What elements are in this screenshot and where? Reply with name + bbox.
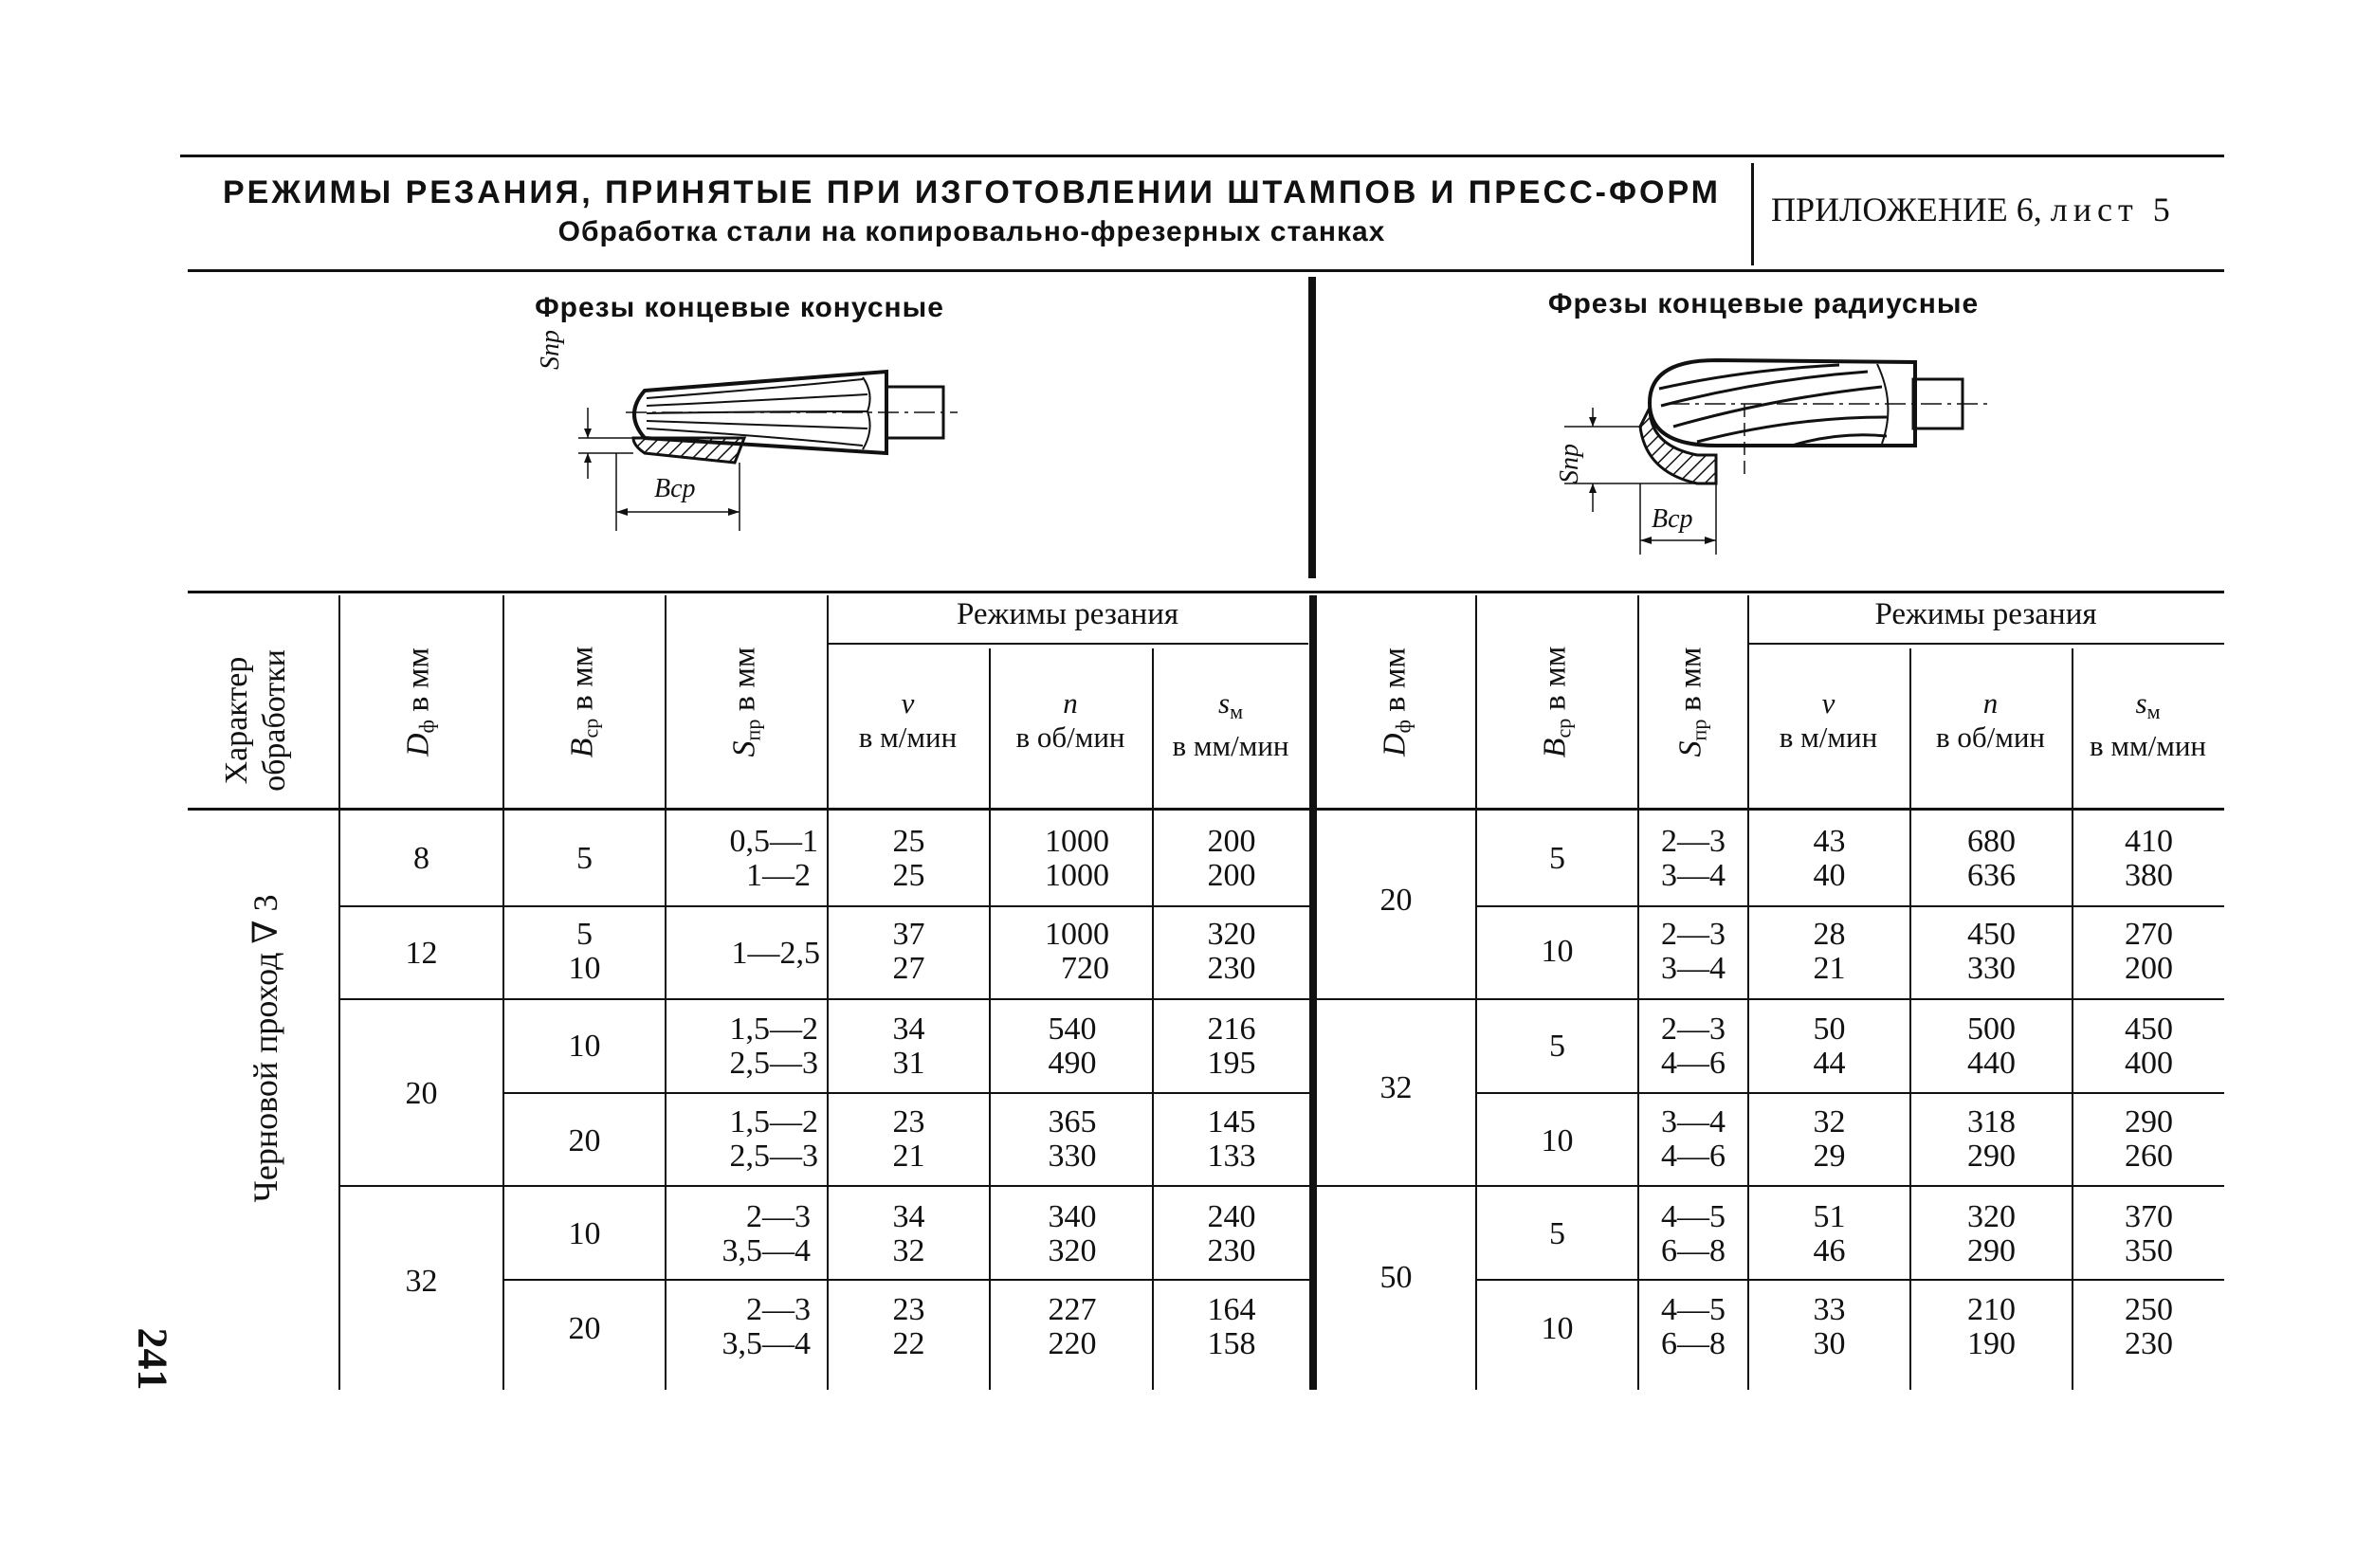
- right-v: 46: [1813, 1233, 1846, 1268]
- left-v: 37: [892, 917, 925, 952]
- right-sm: 260: [2125, 1139, 2173, 1174]
- page-number: 241: [129, 1327, 176, 1391]
- left-n: 720: [1061, 951, 1109, 986]
- table-top-rule: [188, 591, 2224, 593]
- hdr-n-unit: в об/мин: [1935, 720, 2046, 754]
- hdr-b-unit: в мм: [1537, 646, 1573, 711]
- left-s: 1,5—2: [729, 1012, 818, 1047]
- left-d-8: 8: [413, 841, 429, 876]
- row-rule: [338, 1185, 1309, 1187]
- right-b: 5: [1549, 1216, 1565, 1251]
- row-rule: [1477, 1279, 2224, 1281]
- hdr-d-sub: ф: [1391, 720, 1415, 734]
- header-character-line2: обработки: [257, 649, 292, 792]
- left-sm: 200: [1207, 858, 1256, 893]
- left-figure-title: Фрезы концевые конусные: [535, 292, 944, 323]
- left-sm: 158: [1207, 1326, 1256, 1361]
- hdr-s-unit: в мм: [726, 647, 762, 712]
- figure-separator: [1308, 277, 1316, 578]
- hdr-sm-sym: s: [2135, 686, 2147, 720]
- right-sm: 270: [2125, 917, 2173, 952]
- right-n: 318: [1967, 1104, 2016, 1140]
- right-n: 290: [1967, 1233, 2016, 1268]
- right-sm: 230: [2125, 1326, 2173, 1361]
- right-s: 4—6: [1661, 1046, 1726, 1081]
- left-s: 3,5—4: [721, 1233, 811, 1268]
- header-d-left: [401, 614, 440, 791]
- right-s: 4—5: [1661, 1292, 1726, 1327]
- row-rule: [1317, 1185, 2224, 1187]
- right-v: 51: [1813, 1199, 1846, 1234]
- hdr-b-sub: ср: [578, 718, 603, 738]
- header-s-right: [1673, 614, 1712, 791]
- modes-rule-right: [1747, 643, 2224, 645]
- left-s: 2,5—3: [729, 1046, 818, 1081]
- header-d-right: [1378, 614, 1416, 791]
- left-s: 0,5—1: [729, 824, 818, 859]
- modes-rule-left: [827, 643, 1308, 645]
- right-sm: 410: [2125, 824, 2173, 859]
- hdr-v-unit: в м/мин: [858, 720, 958, 754]
- right-s: 6—8: [1661, 1233, 1726, 1268]
- left-b: 20: [568, 1311, 601, 1346]
- header-sm-left: [1152, 686, 1309, 763]
- left-n: 1000: [1045, 917, 1109, 952]
- left-v: 27: [892, 951, 925, 986]
- hdr-n-sym: n: [1982, 686, 1999, 720]
- right-n: 330: [1967, 951, 2016, 986]
- hdr-sm-sub: м: [1230, 700, 1243, 723]
- right-sm: 200: [2125, 951, 2173, 986]
- hdr-n-sym: n: [1063, 686, 1078, 720]
- hdr-s-sub: пр: [740, 719, 765, 741]
- header-s-left: [727, 614, 766, 791]
- left-s: 2—3: [746, 1292, 811, 1327]
- appendix-label: [1771, 190, 2176, 229]
- left-n: 320: [1048, 1233, 1097, 1268]
- left-sm: 133: [1207, 1139, 1256, 1174]
- hdr-sm-sub: м: [2146, 700, 2161, 723]
- header-sm-right: [2072, 686, 2224, 763]
- s-label-left: Sпр: [536, 330, 565, 370]
- hdr-b-sym: B: [564, 738, 600, 758]
- left-v: 25: [892, 858, 925, 893]
- left-sm: 145: [1207, 1104, 1256, 1140]
- hdr-b-unit: в мм: [564, 646, 600, 711]
- right-v: 43: [1813, 824, 1846, 859]
- hdr-sm-sym: s: [1218, 686, 1231, 720]
- header-b-left: [565, 614, 604, 791]
- hdr-b-sym: B: [1537, 738, 1573, 758]
- appendix-text: ПРИЛОЖЕНИЕ 6,: [1771, 191, 2042, 228]
- header-v-left: [827, 686, 989, 755]
- left-d-12: 12: [405, 936, 438, 971]
- left-s: 1—2: [746, 858, 811, 893]
- hdr-sm-unit: в мм/мин: [1172, 729, 1289, 762]
- left-v: 34: [892, 1199, 925, 1234]
- right-v: 21: [1813, 951, 1846, 986]
- process-label: Черновой проход ∇ 3: [247, 894, 284, 1203]
- right-v: 29: [1813, 1139, 1846, 1174]
- left-s: 2,5—3: [729, 1139, 818, 1174]
- left-d-32: 32: [405, 1264, 438, 1299]
- hdr-d-sub: ф: [414, 720, 439, 734]
- col-line: [502, 595, 504, 1390]
- hdr-sm-unit: в мм/мин: [2089, 729, 2207, 762]
- right-n: 440: [1967, 1046, 2016, 1081]
- hdr-d-sym: D: [1377, 733, 1413, 757]
- right-s: 3—4: [1661, 1104, 1726, 1140]
- header-bottom-rule: [188, 269, 2224, 272]
- right-n: 210: [1967, 1292, 2016, 1327]
- hdr-v-sym: v: [1821, 686, 1835, 720]
- conical-end-mill-figure: [531, 351, 977, 559]
- left-n: 540: [1048, 1012, 1097, 1047]
- right-s: 2—3: [1661, 1012, 1726, 1047]
- right-s: 3—4: [1661, 858, 1726, 893]
- top-rule: [180, 155, 2224, 157]
- header-n-right: [1909, 686, 2072, 755]
- left-v: 34: [892, 1012, 925, 1047]
- right-n: 680: [1967, 824, 2016, 859]
- left-v: 32: [892, 1233, 925, 1268]
- col-line: [665, 595, 667, 1390]
- left-n: 1000: [1045, 824, 1109, 859]
- row-rule: [502, 1092, 1309, 1094]
- right-n: 500: [1967, 1012, 2016, 1047]
- appendix-sheet: лист 5: [2050, 191, 2176, 228]
- right-s: 3—4: [1661, 951, 1726, 986]
- left-v: 22: [892, 1326, 925, 1361]
- hdr-d-unit: в мм: [400, 647, 436, 712]
- right-sm: 380: [2125, 858, 2173, 893]
- header-n-left: [989, 686, 1152, 755]
- right-n: 290: [1967, 1139, 2016, 1174]
- row-rule: [338, 998, 1309, 1000]
- page-subtitle: Обработка стали на копировально-фрезерных станках: [557, 216, 1386, 247]
- left-n: 330: [1048, 1139, 1097, 1174]
- header-b-right: [1538, 614, 1577, 791]
- header-v-right: [1747, 686, 1909, 755]
- left-sm: 216: [1207, 1012, 1256, 1047]
- left-v: 23: [892, 1104, 925, 1140]
- right-v: 32: [1813, 1104, 1846, 1140]
- right-v: 40: [1813, 858, 1846, 893]
- right-b: 10: [1541, 1123, 1574, 1158]
- b-label-left: Bср: [654, 474, 696, 503]
- left-s: 2—3: [746, 1199, 811, 1234]
- right-s: 2—3: [1661, 917, 1726, 952]
- hdr-d-unit: в мм: [1377, 647, 1413, 712]
- right-d-20: 20: [1379, 883, 1413, 918]
- left-b: 5: [576, 841, 593, 876]
- row-rule: [1477, 905, 2224, 907]
- hdr-n-unit: в об/мин: [1015, 720, 1125, 754]
- hdr-v-sym: v: [901, 686, 915, 720]
- left-n: 1000: [1045, 858, 1109, 893]
- left-v: 25: [892, 824, 925, 859]
- right-b: 10: [1541, 934, 1574, 969]
- left-b: 10: [568, 951, 601, 986]
- right-v: 30: [1813, 1326, 1846, 1361]
- modes-header-right: Режимы резания: [1874, 597, 2097, 631]
- header-character-line1: Характер: [219, 656, 254, 785]
- left-n: 220: [1048, 1326, 1097, 1361]
- b-label-right: Bср: [1652, 504, 1693, 534]
- right-d-32: 32: [1379, 1070, 1413, 1105]
- right-v: 50: [1813, 1012, 1846, 1047]
- col-line: [1475, 595, 1477, 1390]
- right-n: 190: [1967, 1326, 2016, 1361]
- modes-header-left: Режимы резания: [956, 597, 1179, 631]
- right-b: 5: [1549, 841, 1565, 876]
- left-n: 340: [1048, 1199, 1097, 1234]
- right-s: 6—8: [1661, 1326, 1726, 1361]
- row-rule: [1317, 998, 2224, 1000]
- left-v: 23: [892, 1292, 925, 1327]
- left-v: 31: [892, 1046, 925, 1081]
- right-sm: 400: [2125, 1046, 2173, 1081]
- radius-end-mill-figure: [1555, 351, 2010, 569]
- left-s: 3,5—4: [721, 1326, 811, 1361]
- left-n: 365: [1048, 1104, 1097, 1140]
- left-b: 10: [568, 1029, 601, 1064]
- hdr-v-unit: в м/мин: [1779, 720, 1878, 754]
- right-sm: 350: [2125, 1233, 2173, 1268]
- right-v: 28: [1813, 917, 1846, 952]
- s-label-right: Sпр: [1555, 444, 1584, 483]
- left-v: 21: [892, 1139, 925, 1174]
- right-s: 2—3: [1661, 824, 1726, 859]
- header-divider: [1751, 163, 1754, 265]
- col-line: [1637, 595, 1639, 1390]
- right-n: 320: [1967, 1199, 2016, 1234]
- right-n: 636: [1967, 858, 2016, 893]
- table-header-rule: [188, 808, 2224, 811]
- table-separator: [1309, 595, 1317, 1390]
- right-v: 44: [1813, 1046, 1846, 1081]
- left-sm: 240: [1207, 1199, 1256, 1234]
- left-sm: 200: [1207, 824, 1256, 859]
- hdr-s-sub: пр: [1687, 719, 1711, 741]
- left-b: 5: [576, 917, 593, 952]
- hdr-s-sym: S: [1672, 740, 1708, 757]
- right-sm: 370: [2125, 1199, 2173, 1234]
- left-sm: 230: [1207, 951, 1256, 986]
- right-s: 4—5: [1661, 1199, 1726, 1234]
- right-b: 10: [1541, 1311, 1574, 1346]
- hdr-s-unit: в мм: [1672, 647, 1708, 712]
- right-figure-title: Фрезы концевые радиусные: [1547, 288, 1980, 319]
- left-sm: 195: [1207, 1046, 1256, 1081]
- right-sm: 450: [2125, 1012, 2173, 1047]
- row-rule: [338, 905, 1309, 907]
- hdr-d-sym: D: [400, 733, 436, 757]
- row-rule: [1477, 1092, 2224, 1094]
- left-sm: 164: [1207, 1292, 1256, 1327]
- right-v: 33: [1813, 1292, 1846, 1327]
- left-n: 490: [1048, 1046, 1097, 1081]
- right-sm: 290: [2125, 1104, 2173, 1140]
- hdr-s-sym: S: [726, 740, 762, 757]
- left-d-20: 20: [405, 1076, 438, 1111]
- right-d-50: 50: [1379, 1260, 1413, 1295]
- row-rule: [502, 1279, 1309, 1281]
- left-b: 10: [568, 1216, 601, 1251]
- left-n: 227: [1048, 1292, 1097, 1327]
- left-s: 1—2,5: [731, 936, 820, 971]
- left-sm: 230: [1207, 1233, 1256, 1268]
- left-b: 20: [568, 1123, 601, 1158]
- right-s: 4—6: [1661, 1139, 1726, 1174]
- right-b: 5: [1549, 1029, 1565, 1064]
- right-n: 450: [1967, 917, 2016, 952]
- left-s: 1,5—2: [729, 1104, 818, 1140]
- hdr-b-sub: ср: [1551, 718, 1576, 738]
- page-title: РЕЖИМЫ РЕЗАНИЯ, ПРИНЯТЫЕ ПРИ ИЗГОТОВЛЕНИИ ШТАМПОВ И ПРЕСС-ФОРМ: [223, 174, 1721, 210]
- left-sm: 320: [1207, 917, 1256, 952]
- right-sm: 250: [2125, 1292, 2173, 1327]
